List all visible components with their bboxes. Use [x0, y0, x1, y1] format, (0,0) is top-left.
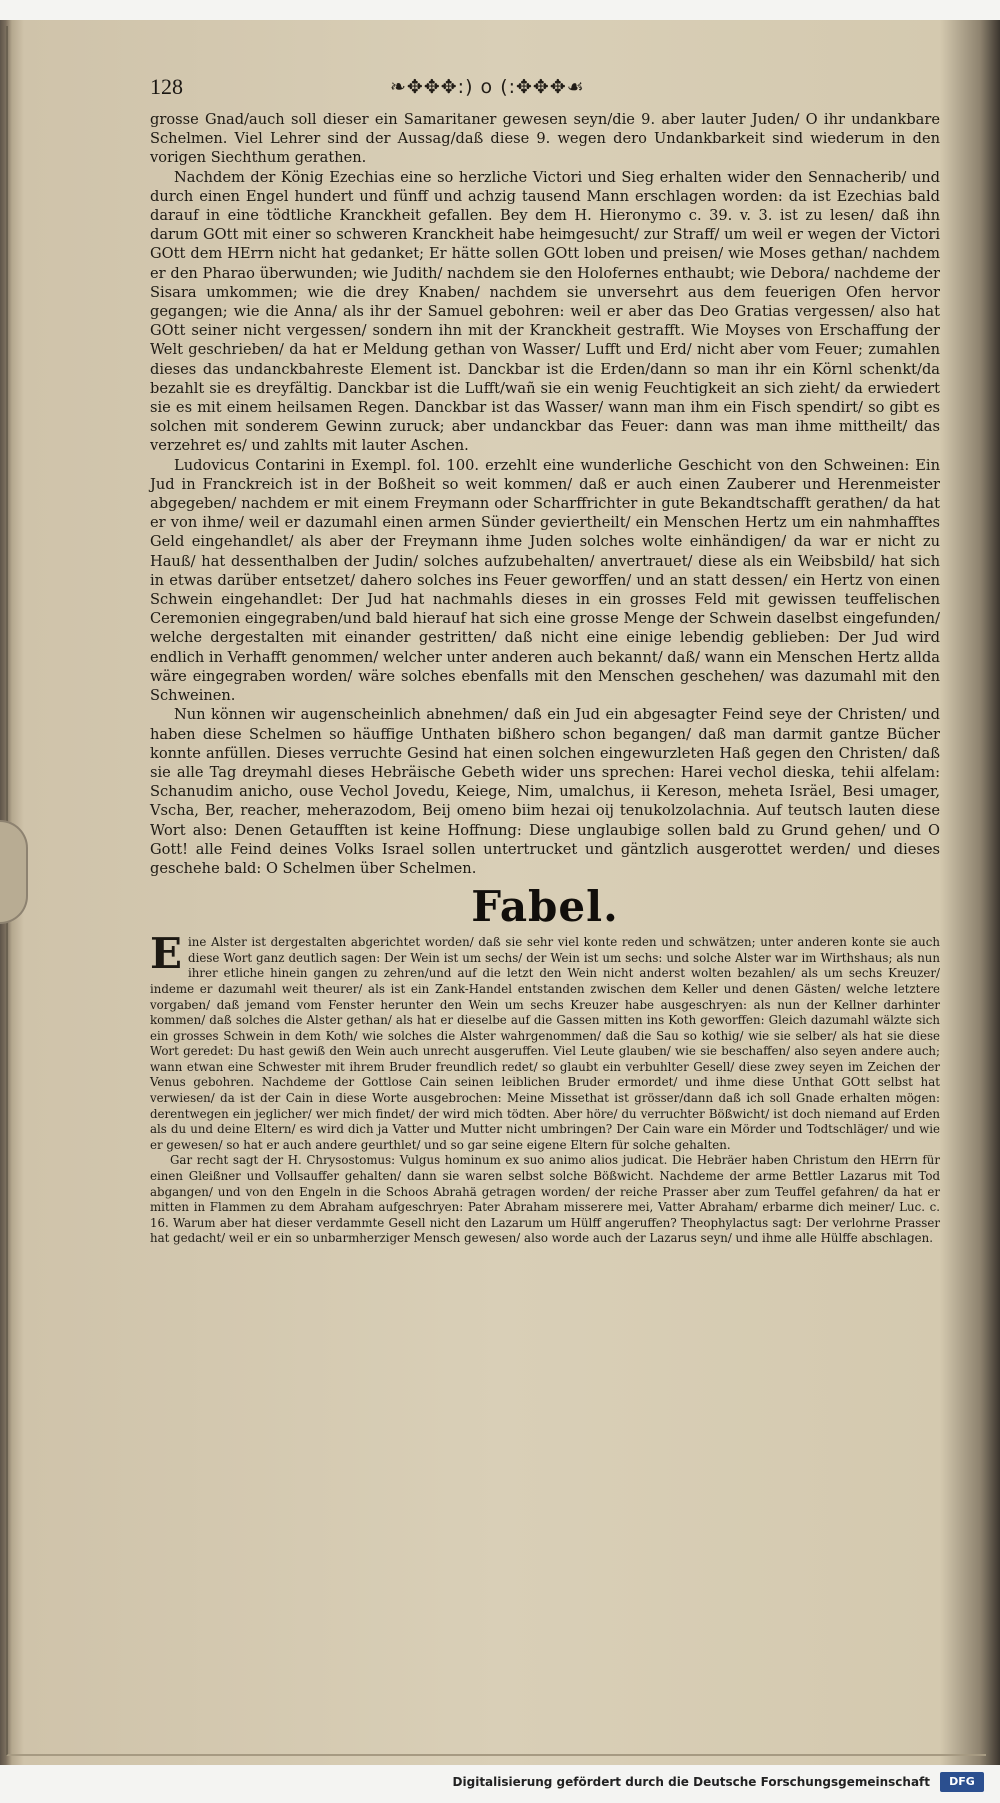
drop-cap: E: [150, 929, 183, 979]
paragraph: Nun können wir augenscheinlich abnehmen/ daß ein Jud ein abgesagter Feind seye der Christen/ und haben diese Schelmen so häuffige Unthaten bißhero schon begangen/ daß man darmit gantze Bücher konnte anfüllen. Dieses verruchte Gesind hat einen solchen eingewurzleten Haß gegen den Christen/ daß sie alle Tag dreymahl dieses Hebräische Gebeth wider uns sprechen: Harei vechol dieska, tehii alfelam: Schanudim anicho, ouse Vechol Jovedu, Keiege, Nim, umalchus, ii Kereson, meheta Isräel, Besi umager, Vscha, Ber, reacher, meherazodom, Beij omeno biim hezai oij tenukolzolachnia. Auf teutsch lauten diese Wort also: Denen Getaufften ist keine Hoffnung: Diese unglaubige sollen bald zu Grund gehen/ und O Gott! alle Feind deines Volks Israel sollen untertrucket und gäntzlich ausgerottet werden/ und dieses geschehe bald: O Schelmen über Schelmen.: [150, 706, 940, 877]
header-ornament: ❧✥✥✥:) o (:✥✥✥☙: [390, 76, 585, 98]
fable-heading: Fabel.: [471, 882, 619, 932]
paragraph: grosse Gnad/auch soll dieser ein Samaritaner gewesen seyn/die 9. aber lauter Juden/ O ihr undankbare Schelmen. Viel Lehrer sind der Aussag/daß diese 9. wegen dero Undankbarkeit sind wiederum in den vorigen Siechthum gerathen.: [150, 111, 940, 167]
paragraph: Nachdem der König Ezechias eine so herzliche Victori und Sieg erhalten wider den Sennacherib/ und durch einen Engel hundert und fünff und achzig tausend Mann erschlagen worden: da ist Ezechias bald darauf in eine tödtliche Kranckheit gefallen. Bey dem H. Hieronymo c. 39. v. 3. ist zu lesen/ daß ihn darum GOtt mit einer so schweren Kranckheit habe heimgesucht/ zur Straff/ um weil er wegen der Victori GOtt dem HErrn nicht hat gedanket; Er hätte sollen GOtt loben und preisen/ wie Moses gethan/ nachdem er den Pharao überwunden; wie Judith/ nachdem sie den Holofernes enthaubt; wie Debora/ nachdeme der Sisara umkommen; wie die drey Knaben/ nachdem sie unversehrt aus dem feuerigen Ofen hervor gegangen; wie die Anna/ als ihr der Samuel gebohren: weil er aber das Deo Gratias vergessen/ also hat GOtt seiner nicht vergessen/ sondern ihn mit der Kranckheit gestrafft. Wie Moyses von Erschaffung der Welt geschrieben/ da hat er Meldung gethan von Wasser/ Lufft und Erd/ nicht aber vom Feuer; zumahlen dieses das undanckbahreste Element ist. Danckbar ist die Erden/dann so man ihr ein Körnl schenkt/da bezahlt sie es dreyfältig. Danckbar ist die Lufft/wañ sie ein wenig Feuchtigkeit an sich zieht/ da erwiedert sie es mit einem heilsamen Regen. Danckbar ist das Wasser/ wann man ihm ein Fisch spendirt/ so gibt es solchen mit sonderem Gewinn zuruck; aber undanckbar das Feuer: dann was man ihme mittheilt/ das verzehret es/ und zahlts mit lauter Aschen.: [150, 168, 940, 455]
funding-credit: Digitalisierung gefördert durch die Deutsche Forschungsgemeinschaft: [452, 1775, 930, 1789]
thumb-tab: [0, 820, 28, 924]
paragraph: Ludovicus Contarini in Exempl. fol. 100. erzehlt eine wunderliche Geschicht von den Schweinen: Ein Jud in Franckreich ist in der Boßheit so weit kommen/ daß er auch einen Zauberer und Herenmeister abgegeben/ nachdem er mit einem Freymann oder Scharffrichter in gute Bekandtschafft gerathen/ da hat er von ihme/ weil er dazumahl einen armen Sünder geviertheilt/ ein Menschen Hertz um ein nahmhafftes Geld eingehandlet/ als aber der Freymann ihme Juden solches wolte einhändigen/ da war er nicht zu Hauß/ hat dessenthalben der Judin/ solches aufzubehalten/ anvertrauet/ diese als ein Weibsbild/ hat sich in etwas darüber entsetzet/ dahero solches ins Feuer geworffen/ und an statt dessen/ ein Hertz von einen Schwein eingehandlet: Der Jud hat nachmahls dieses in ein grosses Feld mit gewissen teuffelischen Ceremonien eingegraben/und bald hierauf hat sich eine grosse Menge der Schwein daselbst eingefunden/ welche dergestalten mit einander gestritten/ daß nicht eine einige lebendig geblieben: Der Jud wird endlich in Verhafft genommen/ welcher unter anderen auch bekannt/ daß/ wann ein Menschen Hertz allda wäre eingegraben worden/ wäre solches ebenfalls mit den Menschen geschehen/ was dazumahl mit den Schweinen.: [150, 456, 940, 705]
fable-paragraph: [150, 929, 940, 1153]
page-header: [150, 72, 940, 102]
fable-text: [150, 929, 940, 1247]
fable-paragraph-text: ine Alster ist dergestalten abgerichtet worden/ daß sie sehr viel konte reden und schwätzen; unter anderen konte sie auch diese Wort ganz deutlich sagen: Der Wein ist um sechs/ der Wein ist um sechs: und solche Alster war im Wirthshaus; als nun ihrer etliche hinein gangen zu zehren/und auf die letzt den Wein nicht anderst wolten bezahlen/ als um sechs Kreuzer/ indeme er dazumahl weit theurer/ als ist ein Zank-Handel entstanden zwischen dem Keller und denen Gästen/ welche letztere vorgaben/ daß jemand vom Fenster herunter den Wein um sechs Kreuzer habe ausgeschryen: als nun der Kellner darhinter kommen/ daß solches die Alster gethan/ als hat er dieselbe auf die Gassen mitten ins Koth geworffen: Gleich dazumahl wälzte sich ein grosses Schwein in dem Koth/ wie solches die Alster wahrgenommen/ daß die Sau so kothig/ wie sie selber/ als hat sie diese Wort geredet: Du hast gewiß den Wein auch unrecht ausgeruffen. Viel Leute glauben/ wie sie beschaffen/ also seyen andere auch; wann etwan eine Schwester mit ihrem Bruder freundlich redet/ so glaubt ein verbuhlter Gesell/ diese zwey seyen im Zeichen der Venus gebohren. Nachdeme der Gottlose Cain seinen leiblichen Bruder ermordet/ und ihme diese Unthat GOtt selbst hat verwiesen/ da ist der Cain in diese Worte ausgebrochen: Meine Missethat ist grösser/dann daß ich soll Gnade erhalten mögen: derentwegen ein jeglicher/ wer mich findet/ der wird mich tödten. Aber höre/ du verruchter Bößwicht/ ist doch niemand auf Erden als du und deine Eltern/ es wird dich ja Vatter und Mutter nicht umbringen? Der Cain ware ein Mörder und Todtschläger/ und wie er gewesen/ so hat er auch andere geurthlet/ und so gar seine eigene Eltern für solche gehalten.: [150, 935, 940, 1152]
footer-bar: [0, 1765, 1000, 1803]
main-text: [150, 110, 940, 878]
book-page-scan: [0, 20, 1000, 1765]
page-number: 128: [150, 74, 183, 99]
fable-paragraph: Gar recht sagt der H. Chrysostomus: Vulgus hominum ex suo animo alios judicat. Die Hebräer haben Christum den HErrn für einen Gleißner und Vollsauffer gehalten/ dann sie waren selbst solche Bößwicht. Nachdeme der arme Bettler Lazarus mit Tod abgangen/ und von den Engeln in die Schoos Abrahä getragen worden/ der reiche Prasser aber zum Teuffel gefahren/ da hat er mitten in Flammen zu dem Abraham aufgeschryen: Pater Abraham misserere mei, Vatter Abraham/ erbarme dich meiner/ Luc. c. 16. Warum aber hat dieser verdammte Gesell nicht den Lazarum um Hülff angeruffen? Theophylactus sagt: Der verlohrne Prasser hat gedacht/ weil er ein so unbarmherziger Mensch gewesen/ also worde auch der Lazarus seyn/ und ihme alle Hülffe abschlagen.: [150, 1153, 940, 1246]
page-content: [150, 72, 940, 1712]
dfg-logo: DFG: [940, 1772, 984, 1792]
